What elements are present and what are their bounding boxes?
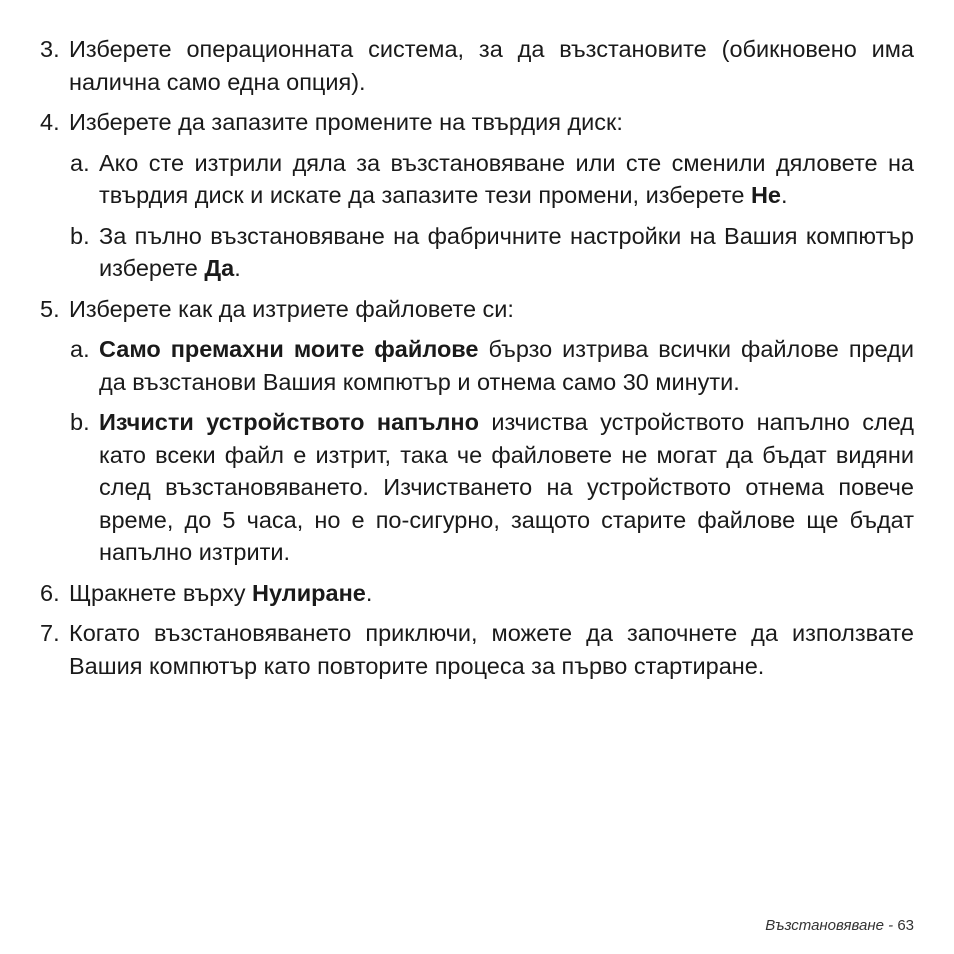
list-number: 3.	[40, 36, 60, 62]
page-footer	[765, 916, 914, 936]
footer-section-title: Възстановяване -	[765, 917, 898, 934]
sublist-bold: Не	[750, 182, 781, 208]
sublist-text: Ако сте изтрили дяла за възстановяване или сте сменили дяловете на твърдия диск и искате да запазите тези промени, изберете	[99, 149, 914, 208]
list-text: Изберете операционната система, за да възстановите (обикновено има налична само една опция).	[69, 36, 914, 95]
list-number: 6.	[40, 579, 60, 606]
sublist-letter: a.	[70, 149, 90, 176]
list-item-5a	[40, 333, 914, 398]
list-text-end: .	[365, 579, 373, 606]
document-body	[40, 33, 914, 690]
list-item-5b	[40, 406, 914, 569]
list-bold: Нулиране	[252, 579, 366, 606]
list-text: Когато възстановяването приключи, можете да започнете да използвате Вашия компютър като повторите процеса за първо стартиране.	[69, 620, 914, 679]
list-number: 7.	[40, 620, 60, 646]
sublist-text-end: .	[781, 182, 788, 208]
sublist-text: За пълно възстановяване на фабричните настройки на Вашия компютър изберете	[99, 222, 914, 281]
sublist-text-end: бързо изтрива всички файлове преди да възстанови Вашия компютър и отнема само 30 минути.	[99, 336, 915, 395]
list-text: Изберете как да изтриете файловете си:	[69, 295, 514, 322]
sublist-letter: b.	[70, 222, 90, 249]
sublist-letter: b.	[70, 409, 90, 435]
sublist-bold: Изчисти устройството напълно	[99, 409, 479, 435]
list-item-6	[40, 577, 914, 610]
list-number: 4.	[40, 109, 60, 135]
sublist-letter: a.	[70, 336, 90, 362]
page-number: 63	[897, 917, 914, 934]
list-item-4	[40, 106, 914, 139]
list-text: Изберете да запазите промените на твърдия диск:	[69, 109, 623, 135]
list-number: 5.	[40, 295, 60, 322]
list-item-3	[40, 33, 914, 98]
sublist-text-end: .	[234, 255, 241, 281]
list-item-4a	[40, 147, 914, 212]
list-item-5	[40, 293, 914, 326]
sublist-bold: Само премахни моите файлове	[99, 336, 479, 362]
list-text: Щракнете върху	[69, 579, 253, 606]
list-item-4b	[40, 220, 914, 285]
sublist-text-end: изчиства устройството напълно след като всеки файл е изтрит, така че файловете не могат да бъдат видяни след възстановяването. Изчистването на устройството отнема повече време, до 5 часа, но е по-сигурно, защото старите файлове ще бъдат напълно изтрити.	[99, 409, 914, 565]
list-item-7	[40, 617, 914, 682]
sublist-bold: Да	[204, 255, 235, 281]
